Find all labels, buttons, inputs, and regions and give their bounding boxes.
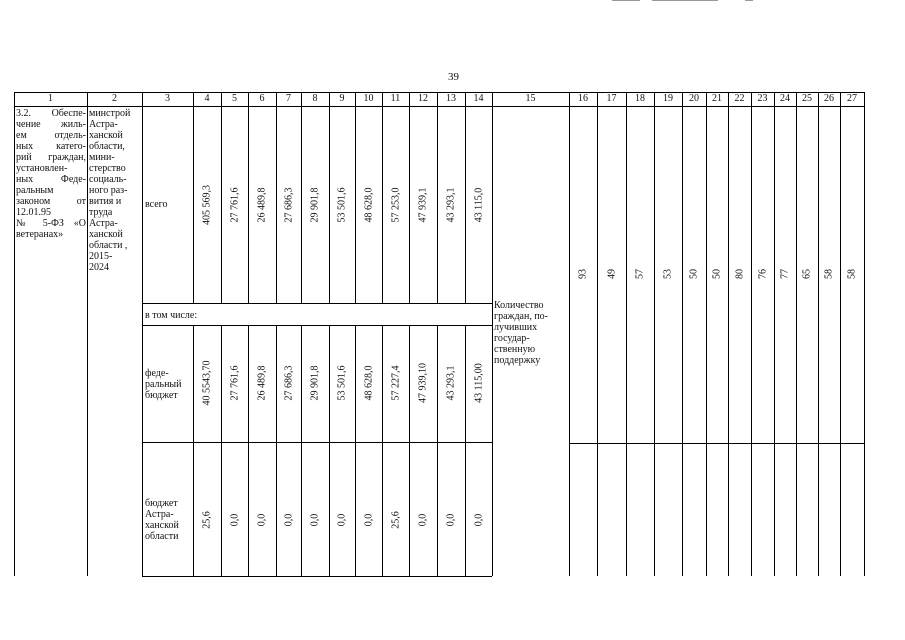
executor-line: 2015-: [89, 251, 113, 262]
funding-value: 40 5543,70: [201, 360, 213, 406]
grid-line: [382, 325, 383, 576]
column-number: 1: [48, 93, 53, 104]
grid-line: [142, 92, 143, 576]
indicator-value: 77: [779, 269, 791, 279]
grid-line: [87, 92, 88, 576]
grid-line: [14, 92, 15, 576]
grid-line: [569, 92, 570, 576]
grid-line: [221, 92, 222, 303]
executor-line: ханской: [89, 229, 123, 240]
funding-value: 0,0: [229, 513, 240, 527]
grid-line: [193, 325, 194, 576]
grid-line: [142, 325, 492, 326]
funding-value: 0,0: [417, 513, 429, 527]
grid-line: [818, 92, 819, 576]
funding-source-label: [145, 368, 191, 401]
funding-value: 47 939,1: [417, 187, 429, 223]
executor-line: ного раз-: [89, 185, 128, 196]
funding-value: 0,0: [283, 513, 294, 527]
grid-line: [437, 92, 438, 303]
grid-line: [382, 92, 383, 303]
column-number: 27: [847, 93, 857, 104]
column-number: 7: [286, 93, 291, 104]
grid-line: [355, 92, 356, 303]
executor-line: Астра-: [89, 218, 118, 229]
funding-value: 0,0: [363, 513, 374, 527]
column-number: 2: [112, 93, 117, 104]
column-number: 21: [712, 93, 722, 104]
grid-line: [437, 325, 438, 576]
grid-line: [142, 576, 492, 577]
funding-value: 27 686,3: [283, 187, 294, 223]
column-number: 23: [757, 93, 768, 104]
grid-line: [465, 92, 466, 303]
funding-value: 0,0: [309, 513, 321, 527]
indicator-value: 58: [823, 269, 835, 279]
column-number: 4: [204, 93, 210, 104]
funding-value: 0,0: [445, 513, 457, 527]
indicator-value: 76: [757, 269, 768, 279]
grid-line: [276, 92, 277, 303]
executor-line: минстрой: [89, 108, 131, 119]
executor-line: области,: [89, 141, 125, 152]
grid-line: [840, 92, 841, 576]
executor-line: мини-: [89, 152, 115, 163]
funding-source-label-line: феде-: [145, 368, 169, 379]
indicator-name-line: Количество: [494, 300, 544, 311]
funding-source-label-line: ханской: [145, 520, 179, 531]
grid-line: [248, 92, 249, 303]
funding-value: 47 939,10: [417, 363, 429, 403]
grid-line: [329, 92, 330, 303]
indicator-name-line: поддержку: [494, 355, 541, 366]
column-number: 26: [824, 93, 834, 104]
indicator-value: 49: [606, 269, 617, 279]
funding-source-label-line: области: [145, 531, 179, 542]
executor-line: области ,: [89, 240, 128, 251]
grid-line: [301, 325, 302, 576]
executor-line: 2024: [89, 262, 109, 273]
grid-line: [248, 325, 249, 576]
funding-value: 43 293,1: [445, 365, 457, 401]
grid-line: [142, 303, 492, 304]
grid-line: [654, 92, 655, 576]
funding-value: 25,6: [390, 511, 401, 529]
column-number: 13: [446, 93, 456, 104]
measure-name-line: ветеранах»: [16, 229, 64, 240]
executor-line: вития и: [89, 196, 122, 207]
measure-name: [16, 108, 86, 240]
grid-line: [142, 442, 492, 443]
measure-name-line: рий граждан,: [16, 152, 86, 163]
funding-source-label: [145, 498, 191, 542]
executor-and-period: [89, 108, 139, 273]
grid-line: [864, 92, 865, 576]
measure-name-line: ных Феде-: [16, 174, 86, 185]
page-number: 39: [448, 71, 459, 83]
funding-value: 0,0: [256, 513, 268, 527]
measure-name-line: 12.01.95: [16, 207, 51, 218]
column-number: 5: [232, 93, 237, 104]
grid-line: [751, 92, 752, 576]
funding-source-label-line: всего: [145, 199, 168, 210]
grid-line: [774, 92, 775, 576]
column-number: 22: [734, 93, 745, 104]
column-number: 12: [418, 93, 428, 104]
column-number: 10: [363, 93, 374, 104]
grid-line: [682, 92, 683, 576]
column-number: 18: [635, 93, 645, 104]
grid-line: [706, 92, 707, 576]
grid-line: [465, 325, 466, 576]
grid-line: [409, 325, 410, 576]
funding-source-label-line: бюджет: [145, 498, 178, 509]
grid-line: [193, 92, 194, 303]
grid-line: [355, 325, 356, 576]
column-number: 16: [578, 93, 588, 104]
measure-name-line: № 5-ФЗ «О: [16, 218, 86, 229]
funding-value: 25,6: [201, 511, 213, 529]
funding-value: 57 227,4: [390, 365, 401, 401]
grid-line: [276, 325, 277, 576]
measure-name-line: 3.2. Обеспе-: [16, 108, 86, 119]
funding-value: 27 761,6: [229, 365, 240, 401]
measure-name-line: установлен-: [16, 163, 68, 174]
executor-line: ханской: [89, 130, 123, 141]
funding-value: 48 628,0: [363, 365, 374, 401]
indicator-value: 58: [846, 269, 858, 279]
grid-line: [569, 443, 865, 444]
measure-name-line: ем отдель-: [16, 130, 86, 141]
column-number: 11: [390, 93, 401, 104]
grid-line: [597, 92, 598, 576]
funding-value: 29 901,8: [309, 187, 321, 223]
funding-value: 0,0: [336, 513, 348, 527]
measure-name-line: законом от: [16, 196, 86, 207]
measure-name-line: ных катего-: [16, 141, 86, 152]
executor-line: труда: [89, 207, 113, 218]
indicator-value: 93: [577, 269, 589, 279]
indicator-value: 53: [662, 269, 674, 279]
grid-line: [409, 92, 410, 303]
funding-value: 27 761,6: [229, 187, 240, 223]
indicator-value: 65: [801, 269, 813, 279]
funding-value: 43 115,00: [473, 363, 484, 403]
column-number: 14: [473, 93, 484, 104]
funding-source-label-line: бюджет: [145, 390, 178, 401]
funding-value: 26 489,8: [256, 187, 268, 223]
funding-value: 29 901,8: [309, 365, 321, 401]
column-number: 8: [312, 93, 318, 104]
grid-line: [728, 92, 729, 576]
indicator-value: 50: [688, 269, 700, 279]
funding-source-label-line: ральный: [145, 379, 182, 390]
indicator-name: [494, 300, 566, 366]
column-number: 15: [525, 93, 536, 104]
column-number: 6: [259, 93, 265, 104]
column-number: 24: [780, 93, 790, 104]
executor-line: стерство: [89, 163, 126, 174]
indicator-name-line: граждан, по-: [494, 311, 549, 322]
funding-value: 53 501,6: [336, 187, 348, 223]
executor-line: социаль-: [89, 174, 127, 185]
funding-value: 26 489,8: [256, 365, 268, 401]
executor-line: Астра-: [89, 119, 118, 130]
column-number: 20: [689, 93, 699, 104]
funding-value: 0,0: [473, 513, 484, 527]
grid-line: [329, 325, 330, 576]
funding-value: 43 293,1: [445, 187, 457, 223]
funding-value: 57 253,0: [390, 187, 401, 223]
funding-value: 27 686,3: [283, 365, 294, 401]
column-number: 19: [663, 93, 673, 104]
column-number: 9: [339, 93, 345, 104]
column-number: 3: [165, 93, 170, 104]
grid-line: [626, 92, 627, 576]
indicator-name-line: ственную: [494, 344, 536, 355]
grid-line: [796, 92, 797, 576]
indicator-value: 57: [634, 269, 646, 279]
funding-value: 53 501,6: [336, 365, 348, 401]
grid-line: [301, 92, 302, 303]
including-label: в том числе:: [145, 310, 198, 321]
indicator-value: 50: [711, 269, 723, 279]
funding-source-label-line: Астра-: [145, 509, 174, 520]
indicator-name-line: лучивших: [494, 322, 538, 333]
funding-value: 405 569,3: [201, 185, 213, 225]
column-number: 17: [606, 93, 617, 104]
grid-line: [221, 325, 222, 576]
indicator-value: 80: [734, 269, 745, 279]
funding-value: 43 115,0: [473, 187, 484, 223]
measure-name-line: чение жиль-: [16, 119, 86, 130]
indicator-name-line: государ-: [494, 333, 530, 344]
grid-line: [492, 92, 493, 576]
funding-value: 48 628,0: [363, 187, 374, 223]
measure-name-line: ральным: [16, 185, 54, 196]
funding-source-label: [145, 199, 191, 210]
column-number: 25: [802, 93, 812, 104]
